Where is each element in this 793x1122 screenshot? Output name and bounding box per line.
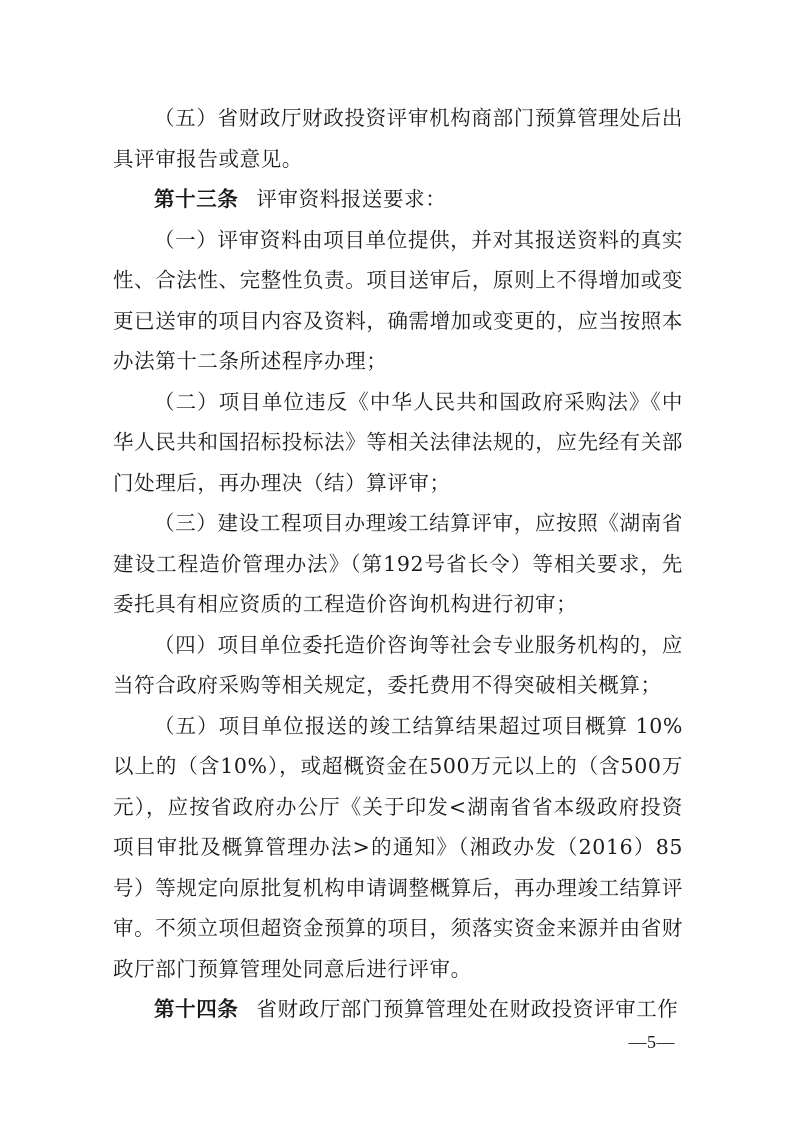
paragraph-text: （三）建设工程项目办理竣工结算评审，应按照《湖南省建设工程造价管理办法》（第192号省长令）等相关要求，先委托具有相应资质的工程造价咨询机构进行初审；	[113, 511, 683, 616]
paragraph-text: （四）项目单位委托造价咨询等社会专业服务机构的，应当符合政府采购等相关规定，委托费用不得突破相关概算；	[113, 632, 683, 697]
paragraph-item-5b	[113, 706, 683, 990]
article-13-title	[113, 179, 683, 220]
paragraph-text: （一）评审资料由项目单位提供，并对其报送资料的真实性、合法性、完整性负责。项目送审后，原则上不得增加或变更已送审的项目内容及资料，确需增加或变更的，应当按照本办法第十二条所述程序办理；	[113, 227, 683, 373]
paragraph-item-2	[113, 382, 683, 504]
paragraph-text: （五）省财政厅财政投资评审机构商部门预算管理处后出具评审报告或意见。	[113, 106, 683, 171]
body-text	[113, 98, 683, 1030]
paragraph-text: 省财政厅部门预算管理处在财政投资评审工作	[256, 997, 679, 1021]
paragraph-item-5	[113, 98, 683, 179]
paragraph-item-4	[113, 625, 683, 706]
article-heading: 第十三条	[154, 187, 239, 211]
paragraph-text: 评审资料报送要求：	[256, 187, 447, 211]
paragraph-text: （五）项目单位报送的竣工结算结果超过项目概算 10%以上的（含10%），或超概资金在500万元以上的（含500万元），应按省政府办公厅《关于印发<湖南省省本级政府投资项目审批及概算管理办法>的通知》（湘政办发（2016）85号）等规定向原批复机构申请调整概算后，再办理竣工结算评审。不须立项但超资金预算的项目，须落实资金来源并由省财政厅部门预算管理处同意后进行评审。	[113, 713, 683, 981]
page-number: —5—	[628, 1032, 675, 1052]
article-14-title	[113, 989, 683, 1030]
paragraph-item-3	[113, 503, 683, 625]
paragraph-text: （二）项目单位违反《中华人民共和国政府采购法》《中华人民共和国招标投标法》等相关法律法规的，应先经有关部门处理后，再办理决（结）算评审；	[113, 389, 683, 495]
paragraph-item-1	[113, 220, 683, 382]
article-heading: 第十四条	[154, 997, 239, 1021]
